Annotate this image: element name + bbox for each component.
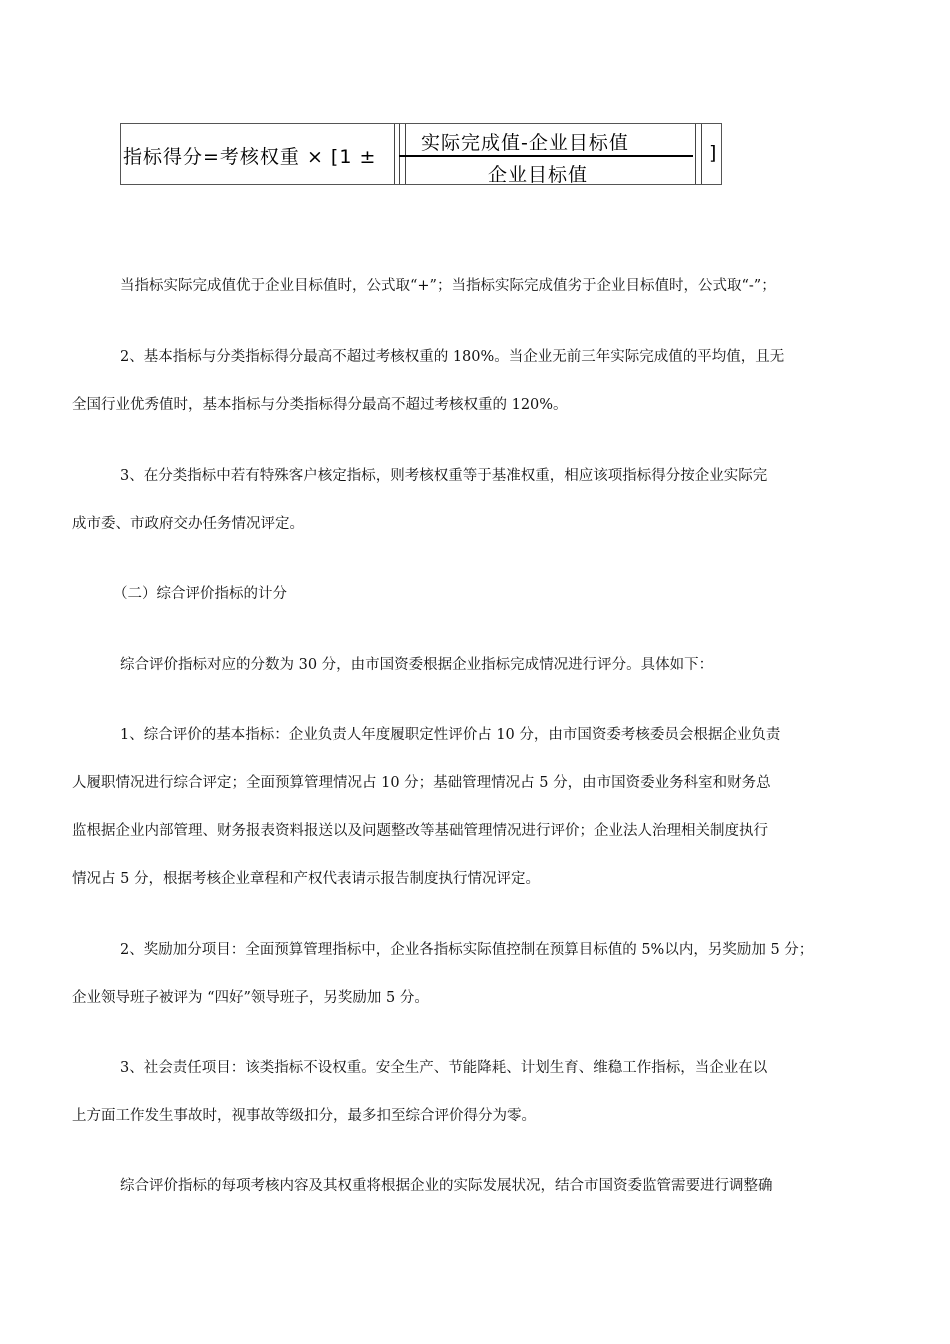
- paragraph-max-score-line-2: 全国行业优秀值时，基本指标与分类指标得分最高不超过考核权重的 120%。: [72, 397, 568, 413]
- paragraph-social-responsibility-line-1: 3、社会责任项目：该类指标不设权重。安全生产、节能降耗、计划生育、维稳工作指标，当企业在以: [120, 1060, 768, 1076]
- abs-bar-left-outer: [394, 124, 395, 184]
- paragraph-sign-rule: 当指标实际完成值优于企业目标值时，公式取“+”；当指标实际完成值劣于企业目标值时，公式取“-”；: [120, 278, 776, 294]
- paragraph-basic-indicators-line-2: 人履职情况进行综合评定；全面预算管理情况占 10 分；基础管理情况占 5 分，由市国资委业务科室和财务总: [72, 775, 771, 791]
- formula-numerator: 实际完成值-企业目标值: [421, 132, 629, 154]
- paragraph-basic-indicators-line-4: 情况占 5 分，根据考核企业章程和产权代表请示报告制度执行情况评定。: [72, 871, 540, 887]
- formula-close-bracket: ]: [709, 142, 717, 164]
- score-formula: [120, 123, 722, 185]
- section-heading-comprehensive: （二）综合评价指标的计分: [113, 586, 287, 602]
- abs-bar-right-inner: [695, 124, 696, 184]
- abs-bar-right-outer: [701, 124, 702, 184]
- paragraph-bonus-line-1: 2、奖励加分项目：全面预算管理指标中，企业各指标实际值控制在预算目标值的 5%以内，另奖励加 5 分；: [120, 942, 814, 958]
- paragraph-special-indicator-line-2: 成市委、市政府交办任务情况评定。: [72, 516, 304, 532]
- paragraph-bonus-line-2: 企业领导班子被评为 “四好”领导班子，另奖励加 5 分。: [72, 990, 429, 1006]
- paragraph-special-indicator-line-1: 3、在分类指标中若有特殊客户核定指标，则考核权重等于基准权重，相应该项指标得分按企业实际完: [120, 468, 768, 484]
- formula-lhs: 指标得分=考核权重 × [1 ±: [123, 146, 377, 168]
- paragraph-basic-indicators-line-3: 监根据企业内部管理、财务报表资料报送以及问题整改等基础管理情况进行评价；企业法人治理相关制度执行: [72, 823, 768, 839]
- paragraph-social-responsibility-line-2: 上方面工作发生事故时，视事故等级扣分，最多扣至综合评价得分为零。: [72, 1108, 536, 1124]
- paragraph-basic-indicators-line-1: 1、综合评价的基本指标：企业负责人年度履职定性评价占 10 分，由市国资委考核委员会根据企业负责: [120, 727, 781, 743]
- paragraph-max-score-line-1: 2、基本指标与分类指标得分最高不超过考核权重的 180%。当企业无前三年实际完成值的平均值，且无: [120, 349, 785, 365]
- abs-bar-left-third: [405, 124, 406, 184]
- paragraph-adjustment: 综合评价指标的每项考核内容及其权重将根据企业的实际发展状况，结合市国资委监管需要进行调整确: [120, 1178, 773, 1194]
- abs-bar-left-inner: [399, 124, 400, 184]
- paragraph-comprehensive-intro: 综合评价指标对应的分数为 30 分，由市国资委根据企业指标完成情况进行评分。具体如下：: [120, 657, 714, 673]
- formula-denominator: 企业目标值: [488, 164, 589, 186]
- fraction-line: [399, 155, 693, 157]
